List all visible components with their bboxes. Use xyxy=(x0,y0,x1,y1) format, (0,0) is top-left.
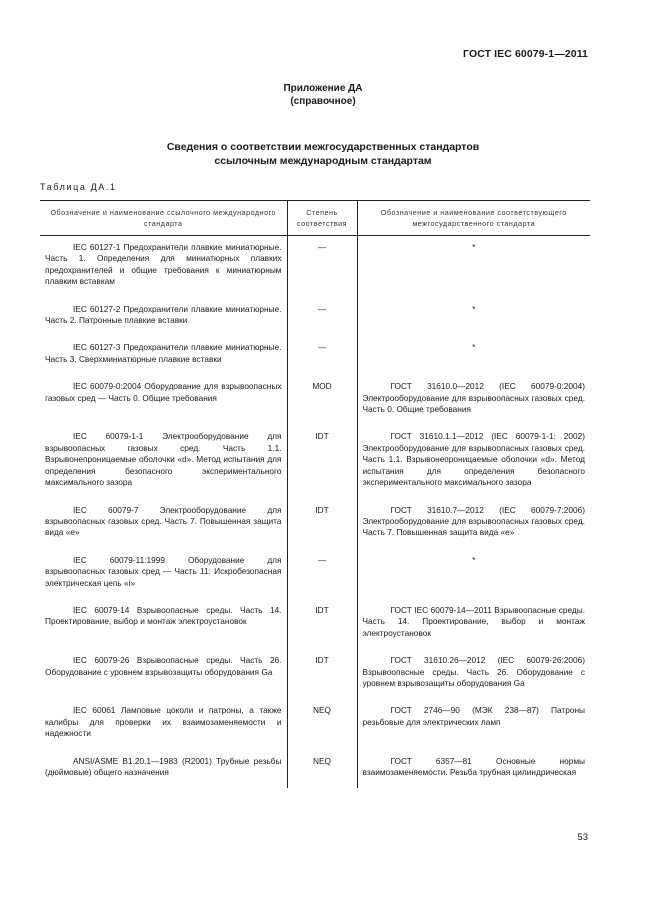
reference-standard-text: IEC 60079-11:1999 Оборудование для взрывоопасных газовых сред — Часть 11: Искробезопасная электрическая цепь «i» xyxy=(45,554,282,588)
degree-cell: MOD xyxy=(287,375,357,425)
reference-standard-cell xyxy=(40,750,287,789)
table-row xyxy=(40,549,590,599)
reference-standard-text: IEC 60079-14 Взрывоопасные среды. Часть 14. Проектирование, выбор и монтаж электроустановок xyxy=(45,604,282,627)
page-number: 53 xyxy=(577,832,588,843)
interstate-standard-cell xyxy=(357,599,590,649)
interstate-standard-text: ГОСТ 31610.26—2012 (IEC 60079-26:2006) Взрывоопасные среды. Часть 26. Оборудование с уровнем взрывозащиты оборудования Ga xyxy=(362,655,585,688)
degree-cell: IDT xyxy=(287,425,357,498)
reference-standard-cell xyxy=(40,699,287,749)
section-title-line-1: Сведения о соответствии межгосударственных стандартов xyxy=(166,141,480,153)
degree-cell: — xyxy=(287,336,357,375)
interstate-standard-cell: * xyxy=(357,236,590,298)
reference-standard-cell xyxy=(40,298,287,337)
table-row xyxy=(40,499,590,549)
degree-cell: — xyxy=(287,236,357,298)
interstate-standard-text: ГОСТ IEC 60079-14—2011 Взрывоопасные среды. Часть 14. Проектирование, выбор и монтаж электроустановок xyxy=(362,604,585,638)
reference-standard-cell xyxy=(40,375,287,425)
table-header-row xyxy=(40,201,590,236)
interstate-standard-cell xyxy=(357,750,590,789)
interstate-standard-cell: * xyxy=(357,336,590,375)
reference-standard-text: IEC 60079-7 Электрооборудование для взрывоопасных газовых сред. Часть 7. Повышенная защита вида «е» xyxy=(45,504,282,538)
correspondence-table xyxy=(40,200,590,788)
document-code: ГОСТ IEC 60079-1—2011 xyxy=(463,48,588,60)
table-row xyxy=(40,649,590,699)
table-row xyxy=(40,375,590,425)
degree-cell: NEQ xyxy=(287,699,357,749)
table-row xyxy=(40,425,590,498)
interstate-standard-cell xyxy=(357,425,590,498)
annex-heading xyxy=(0,82,646,108)
reference-standard-cell xyxy=(40,425,287,498)
section-title-line-2: ссылочным международным стандартам xyxy=(214,155,432,167)
table-row xyxy=(40,750,590,789)
header-degree: Степень соответствия xyxy=(287,201,357,236)
section-title xyxy=(0,140,646,168)
reference-standard-cell xyxy=(40,649,287,699)
reference-standard-cell xyxy=(40,499,287,549)
degree-cell: — xyxy=(287,549,357,599)
interstate-standard-text: ГОСТ 2746—90 (МЭК 238—87) Патроны резьбовые для электрических ламп xyxy=(362,705,585,727)
header-interstate-standard: Обозначение и наименование соответствующего межгосударственного стандарта xyxy=(357,201,590,236)
reference-standard-text: IEC 60061 Ламповые цоколи и патроны, а также калибры для проверки их взаимозаменяемости и надежности xyxy=(45,705,282,739)
interstate-standard-text: ГОСТ 31610.7—2012 (IEC 60079-7:2006) Электрооборудование для взрывоопасных газовых сред. Часть 7. Повышенная защита вида «е» xyxy=(362,504,585,538)
table-row xyxy=(40,336,590,375)
reference-standard-text: IEC 60127-2 Предохранители плавкие миниатюрные. Часть 2. Патронные плавкие вставки xyxy=(45,303,282,326)
interstate-standard-cell: * xyxy=(357,549,590,599)
table-row xyxy=(40,599,590,649)
table-caption: Таблица ДА.1 xyxy=(40,182,117,192)
interstate-standard-text: ГОСТ 6357—81 Основные нормы взаимозаменяемости. Резьба трубная цилиндрическая xyxy=(362,755,585,777)
reference-standard-text: IEC 60079-26 Взрывоопасные среды. Часть 26. Оборудование с уровнем взрывозащиты оборудования Ga xyxy=(45,655,282,677)
interstate-standard-cell xyxy=(357,649,590,699)
reference-standard-text: IEC 60127-3 Предохранители плавкие миниатюрные. Часть 3. Сверхминиатюрные плавкие вставки xyxy=(45,342,282,364)
degree-cell: NEQ xyxy=(287,750,357,789)
reference-standard-cell xyxy=(40,236,287,298)
table-row xyxy=(40,298,590,337)
interstate-standard-cell xyxy=(357,499,590,549)
interstate-standard-cell: * xyxy=(357,298,590,337)
degree-cell: IDT xyxy=(287,649,357,699)
reference-standard-text: ANSI/ASME B1.20.1—1983 (R2001) Трубные резьбы (дюймовые) общего назначения xyxy=(45,755,282,777)
reference-standard-cell xyxy=(40,336,287,375)
interstate-standard-text: ГОСТ 31610.1.1—2012 (IEC 60079-1-1: 2002) Электрооборудование для взрывоопасных газовых сред. Часть 1.1. Взрывонепроницаемые оболочки «d». Метод испытания для определения безопасного экспериментального максимального зазора xyxy=(362,431,585,488)
reference-standard-text: IEC 60079-1-1 Электрооборудование для взрывоопасных газовых сред. Часть 1.1. Взрывонепроницаемые оболочки «d». Метод испытания для определения безопасного экспериментального максимального зазора xyxy=(45,431,282,488)
annex-title: Приложение ДА xyxy=(283,83,363,94)
interstate-standard-cell xyxy=(357,699,590,749)
reference-standard-cell xyxy=(40,549,287,599)
degree-cell: IDT xyxy=(287,499,357,549)
interstate-standard-text: ГОСТ 31610.0—2012 (IEC 60079-0:2004) Электрооборудование для взрывоопасных газовых сред. Часть 0. Общие требования xyxy=(362,381,585,415)
table-row xyxy=(40,699,590,749)
header-reference-standard: Обозначение и наименование ссылочного международного стандарта xyxy=(40,201,287,236)
table-row xyxy=(40,236,590,298)
reference-standard-text: IEC 60079-0:2004 Оборудование для взрывоопасных газовых сред — Часть 0. Общие требования xyxy=(45,381,282,403)
reference-standard-text: IEC 60127-1 Предохранители плавкие миниатюрные. Часть 1. Определения для миниатюрных плавких предохранителей и общие требования к миниатюрным плавким вставкам xyxy=(45,242,282,287)
degree-cell: IDT xyxy=(287,599,357,649)
interstate-standard-cell xyxy=(357,375,590,425)
reference-standard-cell xyxy=(40,599,287,649)
degree-cell: — xyxy=(287,298,357,337)
annex-subtitle: (справочное) xyxy=(290,96,356,107)
